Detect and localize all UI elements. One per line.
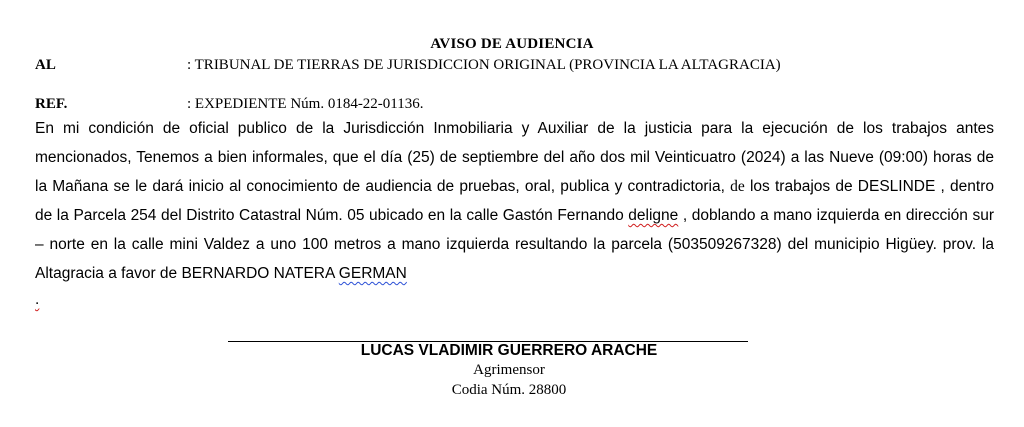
signatory-name: LUCAS VLADIMIR GUERRERO ARACHE [360, 342, 658, 359]
addressee-label: AL [35, 57, 56, 73]
spellcheck-word-german: GERMAN [338, 265, 407, 282]
body-text-3: , doblando a mano izquierda en dirección sur – norte en la calle mini Valdez a uno 100 metros a mano izquierda resultando la parcela (503509267328) del municipio Higüey. prov. la Altagracia a favor de BERNARDO NATERA [35, 207, 995, 282]
signatory-codia: Codia Núm. 28800 [451, 382, 567, 398]
addressee-row [35, 57, 781, 74]
reference-value: : EXPEDIENTE Núm. 0184-22-01136. [187, 96, 424, 112]
notice-title: AVISO DE AUDIENCIA [430, 36, 594, 52]
body-paragraph [35, 114, 994, 288]
body-text-1: En mi condición de oficial publico de la Jurisdicción Inmobiliaria y Auxiliar de la justicia para la ejecución de los trabajos antes mencionados, Tenemos a bien informales, que el día (25) de septiembre del año dos mil Veinticuatro (2024) a las Nueve (09:00) horas de la Mañana se le dará inicio al conocimiento de audiencia de pruebas, oral, publica y contradictoria, [35, 120, 994, 195]
trailing-period: . [35, 291, 40, 308]
reference-row [35, 96, 424, 113]
body-text-de: de [730, 178, 745, 195]
spellcheck-word-deligne: deligne [628, 207, 679, 224]
reference-label: REF. [35, 96, 68, 112]
signatory-role: Agrimensor [473, 362, 545, 378]
body-text-2: los trabajos de DESLINDE , dentro de la Parcela 254 del Distrito Catastral Núm. 05 ubicado en la calle Gastón Fernando [35, 178, 994, 224]
addressee-value: : TRIBUNAL DE TIERRAS DE JURISDICCION ORIGINAL (PROVINCIA LA ALTAGRACIA) [187, 57, 781, 73]
notice-body [35, 114, 994, 288]
